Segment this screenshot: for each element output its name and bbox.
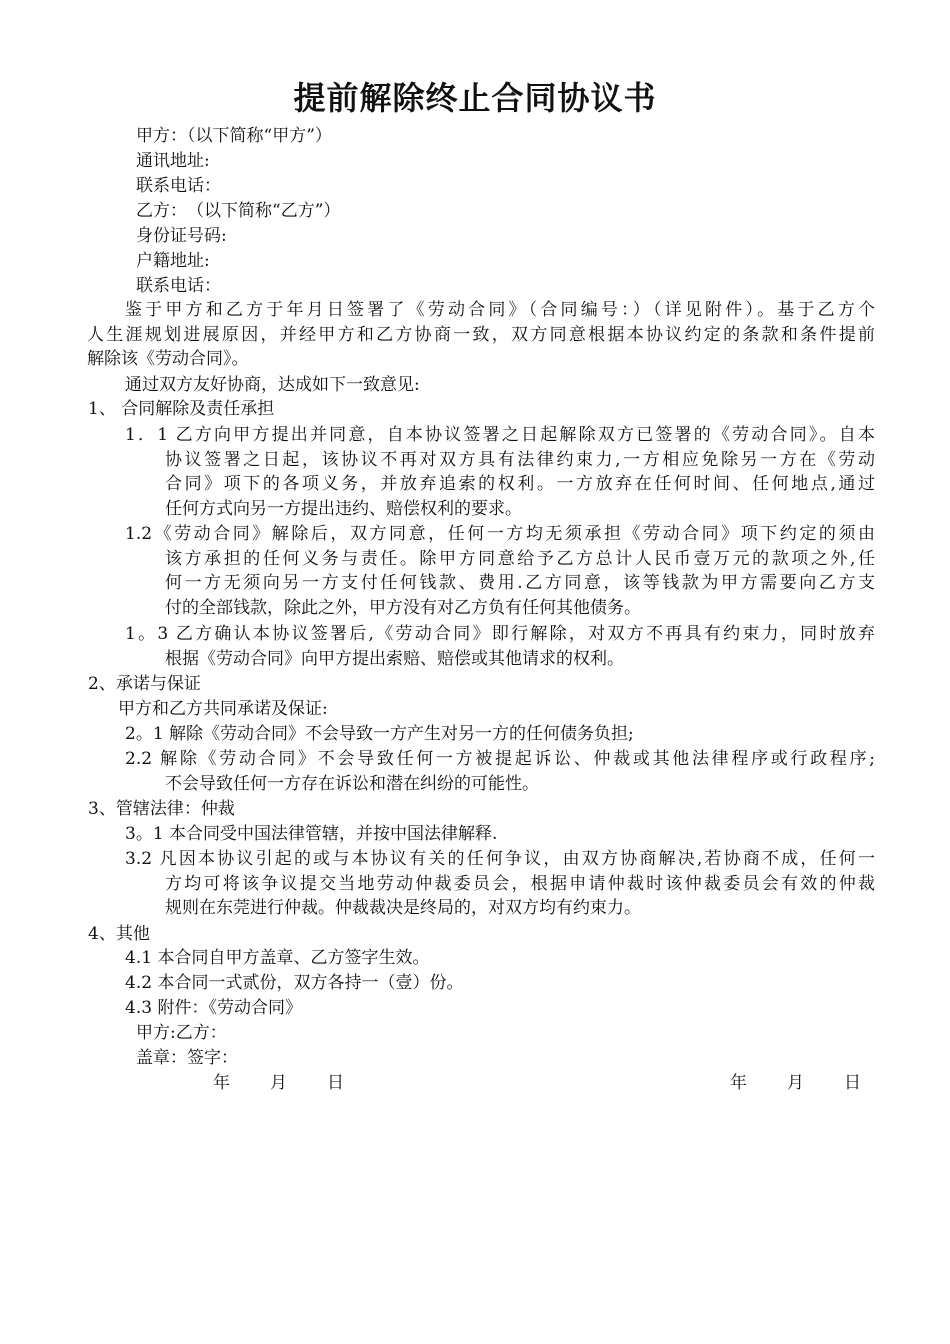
- clause-1-2-line-1: 1.2《劳动合同》解除后，双方同意，任何一方均无须承担《劳动合同》项下约定的须由: [125, 524, 875, 544]
- clause-4-2: 4.2 本合同一式贰份，双方各持一（壹）份。: [125, 973, 464, 993]
- party-b-household-address: 户籍地址:: [136, 251, 210, 271]
- party-a-phone: 联系电话：: [136, 176, 221, 196]
- clause-4-1: 4.1 本合同自甲方盖章、乙方签字生效。: [125, 948, 430, 968]
- section-2-heading: 2、承诺与保证: [88, 674, 201, 694]
- preamble-line-2: 人生涯规划进展原因，并经甲方和乙方协商一致，双方同意根据本协议约定的条款和条件提前: [87, 324, 875, 345]
- preamble-line-3: 解除该《劳动合同》。: [87, 349, 249, 370]
- section-3-heading: 3、管辖法律：仲裁: [88, 799, 235, 819]
- signature-seal-sign: 盖章：签字：: [136, 1048, 238, 1068]
- clause-3-2: [125, 847, 875, 921]
- signature-date-left: 年 月 日: [213, 1073, 346, 1093]
- clause-1-1-line-4: 任何方式向另一方提出违约、赔偿权利的要求。: [165, 498, 522, 519]
- section-2-intro: 甲方和乙方共同承诺及保证:: [118, 699, 328, 719]
- clause-1-1-line-1: 1．1 乙方向甲方提出并同意，自本协议签署之日起解除双方已签署的《劳动合同》。自本: [125, 425, 875, 445]
- agreement-intro: 通过双方友好协商，达成如下一致意见:: [125, 375, 420, 395]
- clause-1-1-line-3: 合同》项下的各项义务，并放弃追索的权利。一方放弃在任何时间、任何地点,通过: [165, 474, 875, 495]
- clause-3-2-line-1: 3.2 凡因本协议引起的或与本协议有关的任何争议，由双方协商解决,若协商不成，任何一: [125, 849, 875, 869]
- section-1-heading: 1、 合同解除及责任承担: [88, 399, 275, 419]
- preamble-paragraph: [87, 298, 875, 372]
- clause-2-1: 2。1 解除《劳动合同》不会导致一方产生对另一方的任何债务负担;: [125, 724, 634, 744]
- section-4-heading: 4、其他: [88, 924, 150, 944]
- party-b-phone: 联系电话：: [136, 276, 221, 296]
- clause-2-2-line-1: 2.2 解除《劳动合同》不会导致任何一方被提起诉讼、仲裁或其他法律程序或行政程序;: [125, 749, 875, 769]
- clause-1-3-line-1: 1。3 乙方确认本协议签署后,《劳动合同》即行解除，对双方不再具有约束力，同时放弃: [125, 624, 875, 644]
- clause-2-2: [125, 747, 875, 796]
- party-a-address: 通讯地址:: [136, 151, 210, 171]
- signature-parties: 甲方:乙方：: [136, 1023, 227, 1043]
- clause-3-1: 3。1 本合同受中国法律管辖，并按中国法律解释.: [125, 824, 498, 844]
- clause-3-2-line-2: 方均可将该争议提交当地劳动仲裁委员会，根据申请仲裁时该仲裁委员会有效的仲裁: [165, 873, 875, 894]
- clause-2-2-line-2: 不会导致任何一方存在诉讼和潜在纠纷的可能性。: [165, 773, 539, 794]
- party-b-id-number: 身份证号码:: [136, 226, 227, 246]
- preamble-line-1: 鉴于甲方和乙方于年月日签署了《劳动合同》（合同编号：）（详见附件）。基于乙方个: [125, 300, 875, 320]
- clause-4-3: 4.3 附件：《劳动合同》: [125, 998, 302, 1018]
- party-a-label: 甲方：（以下简称“甲方”）: [136, 126, 332, 146]
- document-title: 提前解除终止合同协议书: [293, 79, 657, 117]
- party-b-label: 乙方： （以下简称“乙方”）: [136, 201, 341, 221]
- clause-1-2: [125, 522, 875, 620]
- clause-1-2-line-3: 何一方无须向另一方支付任何钱款、费用.乙方同意，该等钱款为甲方需要向乙方支: [165, 573, 875, 594]
- clause-1-2-line-4: 付的全部钱款，除此之外，甲方没有对乙方负有任何其他债务。: [165, 597, 641, 618]
- clause-1-3-line-2: 根据《劳动合同》向甲方提出索赔、赔偿或其他请求的权利。: [165, 648, 624, 669]
- clause-1-1: [125, 423, 875, 521]
- clause-1-2-line-2: 该方承担的任何义务与责任。除甲方同意给予乙方总计人民币壹万元的款项之外,任: [165, 548, 875, 569]
- clause-1-1-line-2: 协议签署之日起，该协议不再对双方具有法律约束力,一方相应免除另一方在《劳动: [165, 449, 875, 470]
- signature-date-right: 年 月 日: [730, 1073, 863, 1093]
- clause-1-3: [125, 622, 875, 671]
- clause-3-2-line-3: 规则在东莞进行仲裁。仲裁裁决是终局的，对双方均有约束力。: [165, 898, 641, 919]
